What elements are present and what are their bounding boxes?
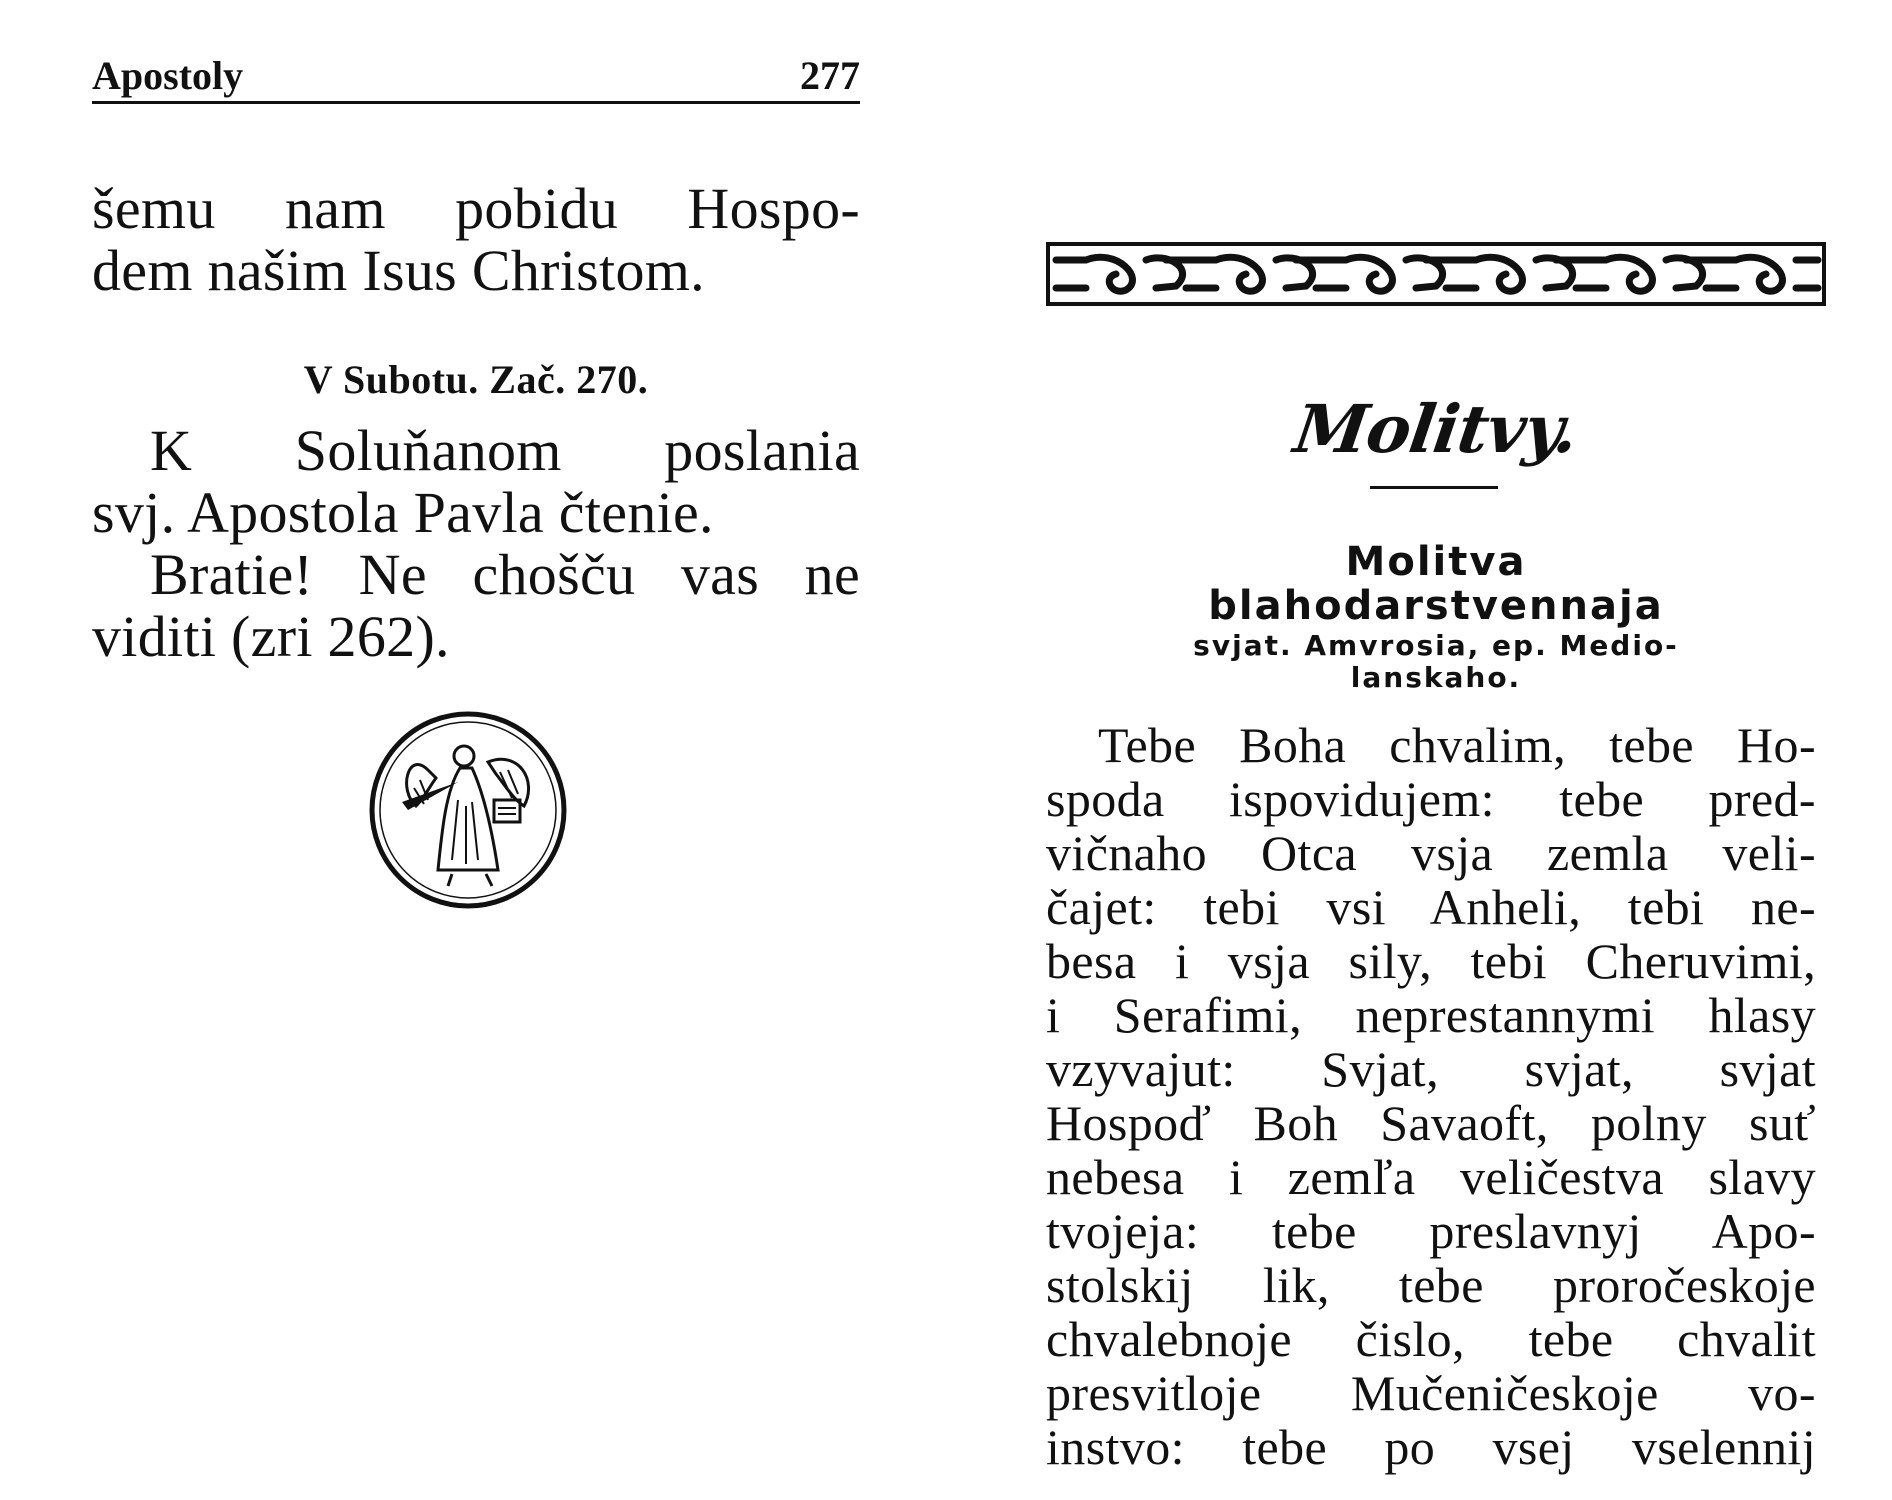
running-head-title: Apostoly — [92, 53, 244, 98]
prayer-text — [1046, 718, 1816, 1474]
text-line: spoda ispovidujem: tebe pred- — [1046, 771, 1816, 827]
prayer-heading-line: Molitva — [1345, 539, 1527, 585]
text-line: nebesa i zemľa veličestva slavy — [1046, 1149, 1816, 1205]
prayer-heading-line: lanskaho. — [1350, 661, 1522, 694]
section-title: Molitvy. — [1289, 390, 1583, 468]
text-line: Hospoď Boh Savaoft, polny suť — [1046, 1095, 1816, 1151]
text-line: Tebe Boha chvalim, tebe Ho- — [1098, 717, 1816, 773]
ornamental-border-icon — [1046, 238, 1826, 310]
prayer-heading — [1046, 540, 1826, 694]
text-line: presvitloje Mučeničeskoje vo- — [1046, 1365, 1816, 1421]
prayer-heading-line: svjat. Amvrosia, ep. Medio- — [1193, 629, 1679, 662]
text-line: vzyvajut: Svjat, svjat, svjat — [1046, 1041, 1816, 1097]
text-line: šemu nam pobidu Hospo- — [92, 176, 860, 241]
title-divider — [1370, 486, 1498, 489]
text-line: instvo: tebe po vsej vselennij — [1046, 1419, 1816, 1475]
reading-title — [92, 420, 860, 544]
text-line: chvalebnoje čislo, tebe chvalit — [1046, 1311, 1816, 1367]
text-line: besa i vsja sily, tebi Cheruvimi, — [1046, 933, 1816, 989]
text-line: Bratie! Ne chošču vas ne — [150, 542, 860, 607]
running-head — [92, 52, 860, 104]
text-line: stolskij lik, tebe proročeskoje — [1046, 1257, 1816, 1313]
text-line: i Serafimi, neprestannymi hlasy — [1046, 987, 1816, 1043]
page-number: 277 — [800, 53, 860, 98]
text-line: K Soluňanom poslania — [150, 418, 860, 483]
paragraph-continuation — [92, 178, 860, 302]
angel-medallion-icon — [368, 710, 568, 910]
right-page — [946, 0, 1892, 1500]
text-line: dem našim Isus Christom. — [92, 238, 705, 303]
text-line: svj. Apostola Pavla čtenie. — [92, 480, 714, 545]
text-line: čajet: tebi vsi Anheli, tebi ne- — [1046, 879, 1816, 935]
text-line: tvojeja: tebe preslavnyj Apo- — [1046, 1203, 1816, 1259]
reading-incipit — [92, 544, 860, 668]
text-line: vičnaho Otca vsja zemla veli- — [1046, 825, 1816, 881]
prayer-heading-line: blahodarstvennaja — [1208, 583, 1664, 629]
reading-rubric: V Subotu. Zač. 270. — [303, 357, 649, 402]
text-line: viditi (zri 262). — [92, 604, 450, 669]
